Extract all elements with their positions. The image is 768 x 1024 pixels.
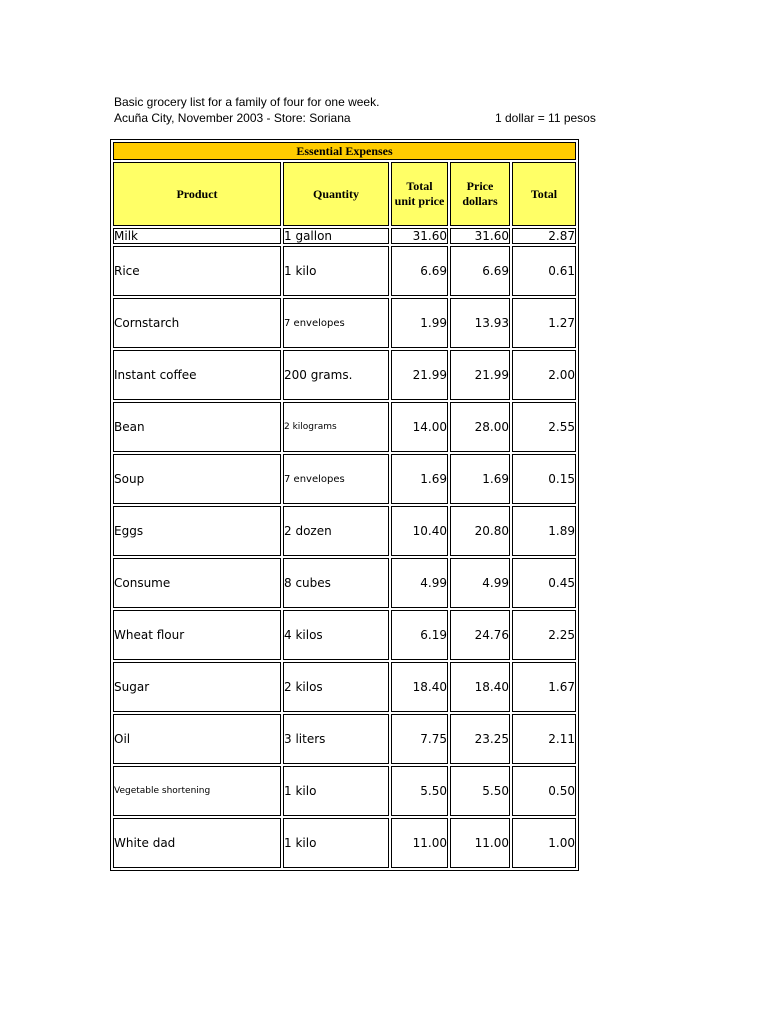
table-row xyxy=(113,402,576,452)
price-cell: 13.93 xyxy=(450,298,510,348)
product-cell: Soup xyxy=(113,454,281,504)
unit-price-cell: 7.75 xyxy=(391,714,448,764)
unit-price-cell: 11.00 xyxy=(391,818,448,868)
total-dollars-cell: 0.15 xyxy=(512,454,576,504)
price-cell: 11.00 xyxy=(450,818,510,868)
quantity-cell: 2 kilograms xyxy=(283,402,389,452)
total-dollars-cell: 1.27 xyxy=(512,298,576,348)
total-dollars-cell: 1.00 xyxy=(512,818,576,868)
unit-price-header-top: Total xyxy=(406,179,433,193)
column-header-unit-price xyxy=(391,162,448,226)
table-title: Essential Expenses xyxy=(113,142,576,160)
quantity-cell: 7 envelopes xyxy=(283,298,389,348)
column-header-quantity: Quantity xyxy=(283,162,389,226)
price-cell: 1.69 xyxy=(450,454,510,504)
quantity-cell: 2 kilos xyxy=(283,662,389,712)
product-cell: Milk xyxy=(113,228,281,244)
product-cell: White dad xyxy=(113,818,281,868)
table-row xyxy=(113,610,576,660)
price-cell: 21.99 xyxy=(450,350,510,400)
price-cell: 18.40 xyxy=(450,662,510,712)
exchange-rate: 1 dollar = 11 pesos xyxy=(495,111,596,125)
table-row xyxy=(113,766,576,816)
quantity-cell: 1 kilo xyxy=(283,766,389,816)
total-dollars-cell: 0.45 xyxy=(512,558,576,608)
quantity-cell: 1 gallon xyxy=(283,228,389,244)
product-cell: Rice xyxy=(113,246,281,296)
quantity-cell: 2 dozen xyxy=(283,506,389,556)
price-header-bottom: dollars xyxy=(462,194,498,208)
column-header-total: Total xyxy=(512,162,576,226)
product-cell: Wheat flour xyxy=(113,610,281,660)
table-body xyxy=(113,228,576,868)
quantity-cell: 8 cubes xyxy=(283,558,389,608)
table-row xyxy=(113,454,576,504)
grocery-table xyxy=(110,139,579,871)
product-cell: Sugar xyxy=(113,662,281,712)
table-row xyxy=(113,350,576,400)
product-cell: Oil xyxy=(113,714,281,764)
unit-price-cell: 5.50 xyxy=(391,766,448,816)
unit-price-cell: 21.99 xyxy=(391,350,448,400)
unit-price-cell: 6.69 xyxy=(391,246,448,296)
table-row xyxy=(113,298,576,348)
quantity-cell: 1 kilo xyxy=(283,246,389,296)
unit-price-cell: 18.40 xyxy=(391,662,448,712)
unit-price-cell: 10.40 xyxy=(391,506,448,556)
table-row xyxy=(113,558,576,608)
price-cell: 20.80 xyxy=(450,506,510,556)
total-dollars-cell: 2.11 xyxy=(512,714,576,764)
product-cell: Vegetable shortening xyxy=(113,766,281,816)
product-cell: Cornstarch xyxy=(113,298,281,348)
total-dollars-cell: 0.50 xyxy=(512,766,576,816)
product-cell: Consume xyxy=(113,558,281,608)
quantity-cell: 4 kilos xyxy=(283,610,389,660)
price-cell: 4.99 xyxy=(450,558,510,608)
total-dollars-cell: 2.87 xyxy=(512,228,576,244)
unit-price-cell: 1.69 xyxy=(391,454,448,504)
price-header-top: Price xyxy=(466,179,494,193)
table-header-row xyxy=(113,162,576,226)
table-row xyxy=(113,714,576,764)
table-row xyxy=(113,506,576,556)
column-header-product: Product xyxy=(113,162,281,226)
quantity-cell: 1 kilo xyxy=(283,818,389,868)
price-cell: 24.76 xyxy=(450,610,510,660)
unit-price-cell: 6.19 xyxy=(391,610,448,660)
total-dollars-cell: 1.67 xyxy=(512,662,576,712)
price-cell: 31.60 xyxy=(450,228,510,244)
product-cell: Bean xyxy=(113,402,281,452)
price-cell: 6.69 xyxy=(450,246,510,296)
document-title: Basic grocery list for a family of four for one week. xyxy=(114,95,380,109)
total-dollars-cell: 2.25 xyxy=(512,610,576,660)
table-title-row xyxy=(113,142,576,160)
price-cell: 28.00 xyxy=(450,402,510,452)
unit-price-header-bottom: unit price xyxy=(394,194,445,208)
total-dollars-cell: 0.61 xyxy=(512,246,576,296)
unit-price-cell: 4.99 xyxy=(391,558,448,608)
quantity-cell: 3 liters xyxy=(283,714,389,764)
table-row xyxy=(113,818,576,868)
table-row xyxy=(113,662,576,712)
table-row xyxy=(113,228,576,244)
product-cell: Eggs xyxy=(113,506,281,556)
location-date-store: Acuña City, November 2003 - Store: Soriana xyxy=(114,111,351,125)
quantity-cell: 7 envelopes xyxy=(283,454,389,504)
unit-price-cell: 1.99 xyxy=(391,298,448,348)
total-dollars-cell: 2.00 xyxy=(512,350,576,400)
table-row xyxy=(113,246,576,296)
price-cell: 5.50 xyxy=(450,766,510,816)
quantity-cell: 200 grams. xyxy=(283,350,389,400)
unit-price-cell: 31.60 xyxy=(391,228,448,244)
unit-price-cell: 14.00 xyxy=(391,402,448,452)
document-header xyxy=(114,94,614,126)
product-cell: Instant coffee xyxy=(113,350,281,400)
total-dollars-cell: 2.55 xyxy=(512,402,576,452)
price-cell: 23.25 xyxy=(450,714,510,764)
total-dollars-cell: 1.89 xyxy=(512,506,576,556)
column-header-price xyxy=(450,162,510,226)
